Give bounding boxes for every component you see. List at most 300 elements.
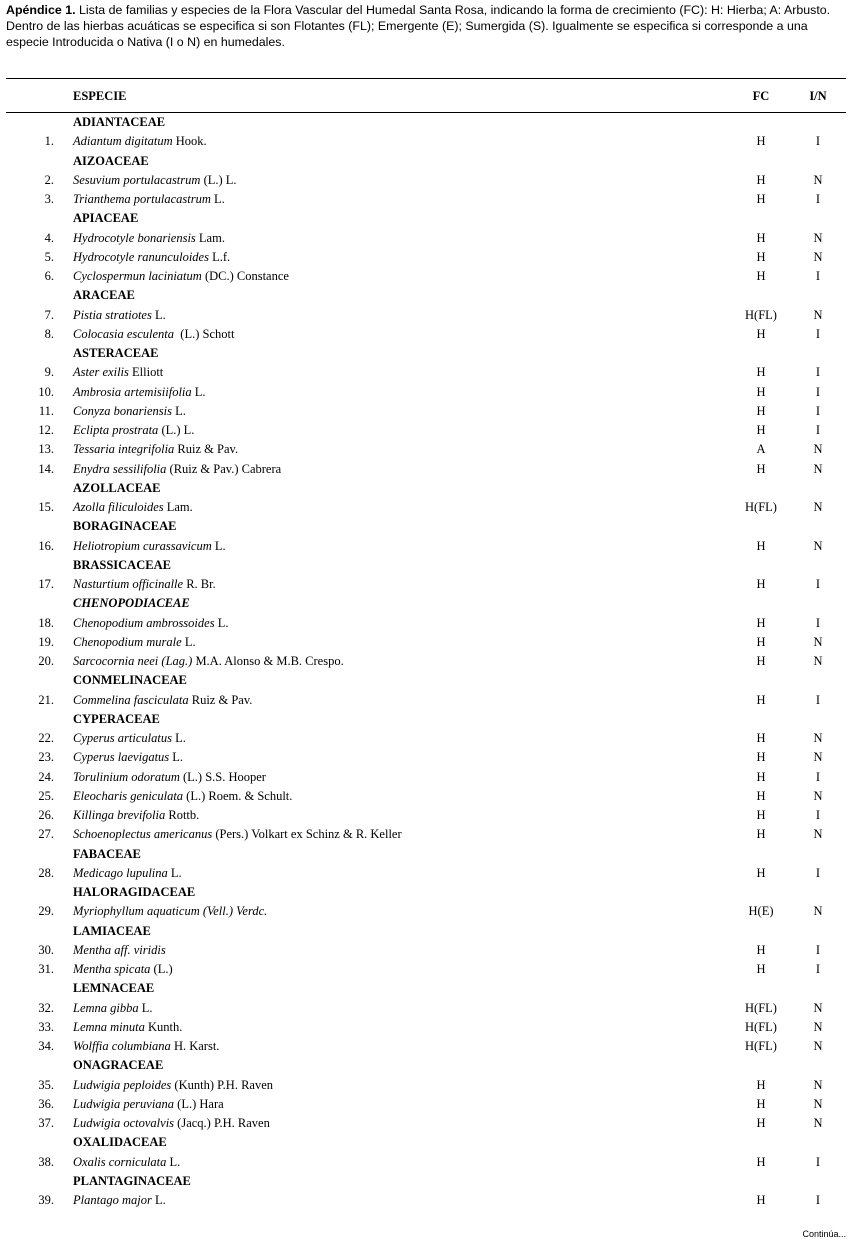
family-row xyxy=(0,845,850,864)
family-row xyxy=(0,1172,850,1191)
species-binomial: Pistia stratiotes xyxy=(73,307,152,322)
in-value: N xyxy=(813,1116,823,1130)
species-number: 3. xyxy=(44,192,54,206)
species-binomial: Chenopodium murale xyxy=(73,634,182,649)
species-binomial: Cyclospermun laciniatum xyxy=(73,269,202,283)
family-row xyxy=(0,594,850,613)
species-name xyxy=(73,575,216,594)
species-name xyxy=(73,1076,273,1095)
family-name: BRASSICACEAE xyxy=(73,557,171,572)
in-value: N xyxy=(813,249,823,264)
species-row xyxy=(0,748,850,767)
fc-value: H xyxy=(756,269,766,283)
in-value: N xyxy=(813,904,823,919)
fc-value: H xyxy=(756,1077,766,1092)
species-authority: L. xyxy=(151,1193,166,1207)
species-number: 21. xyxy=(38,692,54,707)
fc-value: H xyxy=(756,692,766,707)
species-row xyxy=(0,864,850,883)
species-binomial: Cyperus laevigatus xyxy=(73,750,170,765)
species-name xyxy=(73,1191,166,1210)
species-name xyxy=(73,190,225,209)
species-row xyxy=(0,229,850,248)
in-value: N xyxy=(813,827,823,842)
in-value: I xyxy=(815,423,821,437)
species-binomial: Adiantum digitatum xyxy=(73,134,173,149)
table-caption xyxy=(6,2,848,50)
species-binomial: Enydra sessilifolia xyxy=(73,461,167,476)
species-name xyxy=(73,537,226,556)
species-number: 19. xyxy=(38,634,54,649)
fc-value: H(FL) xyxy=(745,307,777,322)
species-row xyxy=(0,537,850,556)
species-authority: L. xyxy=(214,615,229,630)
species-number: 8. xyxy=(44,326,54,341)
species-binomial: Tessaria integrifolia xyxy=(73,442,175,457)
species-authority: (DC.) Constance xyxy=(201,269,289,283)
in-value: N xyxy=(813,1077,823,1092)
fc-value: H xyxy=(756,230,766,245)
species-binomial: Hydrocotyle bonariensis xyxy=(73,230,196,245)
family-name: CHENOPODIACEAE xyxy=(73,596,190,611)
fc-value: H xyxy=(756,731,766,745)
species-row xyxy=(0,363,850,382)
family-name: PLANTAGINACEAE xyxy=(73,1173,191,1188)
in-value: N xyxy=(813,230,823,245)
family-name: BORAGINACEAE xyxy=(73,519,177,534)
species-name xyxy=(73,363,163,382)
species-binomial: Lemna gibba xyxy=(73,1000,139,1015)
family-row xyxy=(0,152,850,171)
species-binomial: Eleocharis geniculata xyxy=(73,788,184,803)
species-number: 35. xyxy=(38,1077,54,1092)
species-binomial: Chenopodium ambrossoides xyxy=(73,615,215,630)
species-binomial: Ludwigia peruviana xyxy=(73,1096,175,1111)
species-authority: L. xyxy=(210,192,225,206)
species-authority: (Kunth) P.H. Raven xyxy=(171,1077,274,1092)
family-row xyxy=(0,979,850,998)
in-value: N xyxy=(813,1096,823,1111)
species-number: 14. xyxy=(38,461,54,476)
in-value: N xyxy=(813,307,823,322)
species-name xyxy=(73,1114,270,1133)
species-number: 9. xyxy=(44,365,54,380)
species-binomial: Schoenoplectus americanus xyxy=(73,827,213,842)
species-binomial: Sesuvium portulacastrum xyxy=(73,172,201,187)
species-name xyxy=(73,999,153,1018)
family-row xyxy=(0,344,850,363)
fc-value: H xyxy=(756,134,766,149)
caption-label: Apéndice 1. xyxy=(6,3,76,17)
species-binomial: Ambrosia artemisiifolia xyxy=(73,384,192,399)
species-row xyxy=(0,825,850,844)
species-authority: Hook. xyxy=(172,134,207,149)
in-value: I xyxy=(815,365,821,380)
family-name: AIZOACEAE xyxy=(73,153,149,168)
fc-value: H xyxy=(756,615,766,630)
species-number: 25. xyxy=(38,788,54,803)
species-name xyxy=(73,806,199,825)
species-name xyxy=(73,768,266,787)
species-row xyxy=(0,306,850,325)
in-value: I xyxy=(815,134,821,149)
fc-value: H xyxy=(756,384,766,399)
fc-value: H xyxy=(756,1116,766,1130)
fc-value: H xyxy=(756,634,766,649)
fc-value: H xyxy=(756,1193,766,1207)
species-row xyxy=(0,325,850,344)
fc-value: H xyxy=(756,365,766,380)
in-value: I xyxy=(815,403,821,418)
species-row xyxy=(0,1153,850,1172)
fc-value: H xyxy=(756,942,766,957)
species-authority: (L.) Schott xyxy=(174,326,235,341)
in-value: I xyxy=(815,615,821,630)
species-name xyxy=(73,652,344,671)
in-value: I xyxy=(815,269,821,283)
fc-value: H(E) xyxy=(748,904,774,919)
family-name: OXALIDACEAE xyxy=(73,1135,167,1150)
fc-value: A xyxy=(756,442,766,457)
species-name xyxy=(73,267,289,286)
fc-value: H(FL) xyxy=(745,1000,777,1015)
species-name xyxy=(73,498,193,517)
species-row xyxy=(0,652,850,671)
in-value: N xyxy=(813,442,823,457)
fc-value: H(FL) xyxy=(745,1019,777,1034)
species-number: 33. xyxy=(38,1019,54,1034)
family-name: ADIANTACEAE xyxy=(73,115,166,129)
species-authority: (L.) xyxy=(150,962,173,976)
family-row xyxy=(0,209,850,228)
family-row xyxy=(0,922,850,941)
species-row xyxy=(0,960,850,979)
family-row xyxy=(0,710,850,729)
species-number: 11. xyxy=(38,403,54,418)
species-name xyxy=(73,1153,180,1172)
family-name: FABACEAE xyxy=(73,846,141,861)
species-name xyxy=(73,633,196,652)
species-name xyxy=(73,941,166,960)
species-authority: Lam. xyxy=(195,230,225,245)
species-authority: (Jacq.) P.H. Raven xyxy=(174,1116,270,1130)
species-authority: L. xyxy=(181,634,196,649)
species-name xyxy=(73,614,228,633)
species-number: 29. xyxy=(38,904,54,919)
family-name: CYPERACEAE xyxy=(73,711,160,726)
species-number: 20. xyxy=(38,654,54,668)
species-row xyxy=(0,941,850,960)
fc-value: H xyxy=(756,461,766,476)
family-name: ASTERACEAE xyxy=(73,346,159,360)
species-row xyxy=(0,132,850,151)
family-row xyxy=(0,286,850,305)
fc-value: H xyxy=(756,326,766,341)
species-authority: R. Br. xyxy=(183,577,216,591)
in-value: N xyxy=(813,634,823,649)
species-row xyxy=(0,440,850,459)
species-row xyxy=(0,1095,850,1114)
family-row xyxy=(0,479,850,498)
species-authority: (L.) S.S. Hooper xyxy=(179,769,266,784)
family-name: CONMELINACEAE xyxy=(73,673,187,688)
in-value: N xyxy=(813,788,823,803)
species-number: 31. xyxy=(38,962,54,976)
fc-value: H xyxy=(756,249,766,264)
species-authority: L. xyxy=(171,731,186,745)
fc-value: H xyxy=(756,750,766,765)
species-name xyxy=(73,440,238,459)
species-authority: Elliott xyxy=(128,365,164,380)
fc-value: H xyxy=(756,423,766,437)
species-row xyxy=(0,498,850,517)
species-binomial: Aster exilis xyxy=(73,365,129,380)
species-binomial: Killinga brevifolia xyxy=(73,808,166,822)
species-number: 5. xyxy=(44,249,54,264)
species-number: 13. xyxy=(38,442,54,457)
species-name xyxy=(73,171,237,190)
species-name xyxy=(73,902,267,921)
species-binomial: Colocasia esculenta xyxy=(73,326,175,341)
species-authority: L.f. xyxy=(208,249,231,264)
family-name: HALORAGIDACEAE xyxy=(73,885,196,899)
species-name xyxy=(73,306,166,325)
column-header-fc-label: FC xyxy=(752,89,770,103)
species-number: 17. xyxy=(38,577,54,591)
species-number: 34. xyxy=(38,1039,54,1053)
species-row xyxy=(0,1114,850,1133)
species-authority: (L.) Hara xyxy=(174,1096,224,1111)
in-value: I xyxy=(815,865,821,880)
species-row xyxy=(0,902,850,921)
species-number: 12. xyxy=(38,423,54,437)
in-value: I xyxy=(815,769,821,784)
in-value: I xyxy=(815,692,821,707)
caption-text: Lista de familias y especies de la Flora Vascular del Humedal Santa Rosa, indicando la forma de crecimiento (FC): H: Hierba; A: Arbusto. Dentro de las hierbas acuáticas se especifica si son Flotantes (FL); Emergente (E); Sumergida (S). Igualmente se especifica si corresponde a una especie Introducida o Nativa (I o N) en humedales. xyxy=(6,3,831,49)
species-row xyxy=(0,614,850,633)
family-name: ONAGRACEAE xyxy=(73,1058,164,1073)
fc-value: H xyxy=(756,1096,766,1111)
in-value: I xyxy=(815,192,821,206)
species-binomial: Mentha aff. viridis xyxy=(73,942,166,957)
in-value: I xyxy=(815,577,821,591)
species-authority: Rottb. xyxy=(165,808,200,822)
species-name xyxy=(73,960,173,979)
species-row xyxy=(0,402,850,421)
species-name xyxy=(73,748,183,767)
species-binomial: Ludwigia octovalvis xyxy=(73,1116,175,1130)
in-value: N xyxy=(813,731,823,745)
species-number: 32. xyxy=(38,1000,54,1015)
species-authority: L. xyxy=(191,384,206,399)
in-value: I xyxy=(815,1154,821,1169)
fc-value: H xyxy=(756,172,766,187)
species-row xyxy=(0,171,850,190)
family-row xyxy=(0,1133,850,1152)
species-binomial: Torulinium odoratum xyxy=(73,769,180,784)
column-header-species: ESPECIE xyxy=(73,89,127,103)
fc-value: H xyxy=(756,788,766,803)
fc-value: H xyxy=(756,808,766,822)
in-value: I xyxy=(815,1193,821,1207)
species-authority: (L.) L. xyxy=(158,423,195,437)
species-table-body xyxy=(0,113,850,1210)
in-value: N xyxy=(813,654,823,668)
in-value: N xyxy=(813,1019,823,1034)
species-name xyxy=(73,402,186,421)
species-binomial: Wolffia columbiana xyxy=(73,1039,171,1053)
fc-value: H xyxy=(756,403,766,418)
species-authority: L. xyxy=(169,750,184,765)
species-authority: (Pers.) Volkart ex Schinz & R. Keller xyxy=(212,827,402,842)
species-row xyxy=(0,1191,850,1210)
species-name xyxy=(73,691,252,710)
fc-value: H(FL) xyxy=(745,500,777,514)
table-top-rule xyxy=(6,78,846,79)
species-row xyxy=(0,460,850,479)
family-row xyxy=(0,556,850,575)
family-row xyxy=(0,1056,850,1075)
species-authority: (L.) L. xyxy=(200,172,237,187)
species-name xyxy=(73,1037,219,1056)
species-row xyxy=(0,729,850,748)
species-binomial: Azolla filiculoides xyxy=(73,500,164,514)
family-row xyxy=(0,517,850,536)
species-number: 37. xyxy=(38,1116,54,1130)
species-name xyxy=(73,132,207,151)
species-number: 4. xyxy=(44,230,54,245)
in-value: N xyxy=(813,750,823,765)
species-row xyxy=(0,806,850,825)
species-authority: Lam. xyxy=(163,500,193,514)
species-authority: Kunth. xyxy=(144,1019,183,1034)
species-row xyxy=(0,421,850,440)
species-name xyxy=(73,248,230,267)
fc-value: H xyxy=(756,538,766,553)
species-binomial: Heliotropium curassavicum xyxy=(73,538,212,553)
species-row xyxy=(0,1076,850,1095)
in-value: I xyxy=(815,326,821,341)
species-binomial: Plantago major xyxy=(73,1193,152,1207)
species-row xyxy=(0,575,850,594)
species-authority: L. xyxy=(171,403,186,418)
species-row xyxy=(0,248,850,267)
fc-value: H xyxy=(756,1154,766,1169)
species-row xyxy=(0,787,850,806)
family-row xyxy=(0,671,850,690)
fc-value: H xyxy=(756,577,766,591)
family-row xyxy=(0,883,850,902)
species-authority: (Ruiz & Pav.) Cabrera xyxy=(166,461,282,476)
species-name xyxy=(73,229,225,248)
species-number: 16. xyxy=(38,538,54,553)
species-authority: (L.) Roem. & Schult. xyxy=(183,788,293,803)
species-row xyxy=(0,1037,850,1056)
species-authority: L. xyxy=(166,1154,181,1169)
species-row xyxy=(0,633,850,652)
species-number: 30. xyxy=(38,942,54,957)
species-binomial: Hydrocotyle ranunculoides xyxy=(73,249,209,264)
in-value: N xyxy=(813,500,823,514)
in-value: N xyxy=(813,461,823,476)
column-header-in-label: I/N xyxy=(809,89,827,103)
species-row xyxy=(0,691,850,710)
species-number: 36. xyxy=(38,1096,54,1111)
species-name xyxy=(73,383,206,402)
species-binomial: Myriophyllum aquaticum (Vell.) Verdc. xyxy=(73,904,268,919)
continues-note: Continúa... xyxy=(802,1229,846,1239)
species-row xyxy=(0,190,850,209)
species-name xyxy=(73,825,402,844)
species-binomial: Nasturtium officinalle xyxy=(73,577,184,591)
family-name: LEMNACEAE xyxy=(73,981,155,996)
species-authority: L. xyxy=(167,865,182,880)
fc-value: H(FL) xyxy=(745,1039,777,1053)
species-row xyxy=(0,1018,850,1037)
family-name: AZOLLACEAE xyxy=(73,480,161,495)
species-name xyxy=(73,421,194,440)
in-value: I xyxy=(815,942,821,957)
species-binomial: Ludwigia peploides xyxy=(73,1077,172,1092)
family-name: APIACEAE xyxy=(73,211,139,226)
species-name xyxy=(73,460,281,479)
species-binomial: Lemna minuta xyxy=(73,1019,145,1034)
family-name: LAMIACEAE xyxy=(73,923,151,938)
species-number: 18. xyxy=(38,615,54,630)
species-number: 26. xyxy=(38,808,54,822)
species-authority: L. xyxy=(211,538,226,553)
species-number: 10. xyxy=(38,384,54,399)
species-number: 22. xyxy=(38,731,54,745)
species-number: 2. xyxy=(44,172,54,187)
in-value: I xyxy=(815,384,821,399)
in-value: N xyxy=(813,172,823,187)
species-binomial: Mentha spicata xyxy=(73,962,151,976)
species-binomial: Sarcocornia neei (Lag.) xyxy=(73,654,193,668)
fc-value: H xyxy=(756,769,766,784)
species-authority: H. Karst. xyxy=(170,1039,220,1053)
species-number: 7. xyxy=(44,307,54,322)
species-number: 39. xyxy=(38,1193,54,1207)
species-name xyxy=(73,1018,182,1037)
species-authority: Ruiz & Pav. xyxy=(188,692,253,707)
species-binomial: Medicago lupulina xyxy=(73,865,168,880)
species-name xyxy=(73,729,186,748)
in-value: N xyxy=(813,1039,823,1053)
species-name xyxy=(73,864,182,883)
species-number: 38. xyxy=(38,1154,54,1169)
in-value: N xyxy=(813,1000,823,1015)
fc-value: H xyxy=(756,654,766,668)
species-authority: L. xyxy=(138,1000,153,1015)
species-binomial: Cyperus articulatus xyxy=(73,731,172,745)
species-authority: M.A. Alonso & M.B. Crespo. xyxy=(192,654,344,668)
fc-value: H xyxy=(756,962,766,976)
species-name xyxy=(73,325,234,344)
in-value: N xyxy=(813,538,823,553)
species-number: 15. xyxy=(38,500,54,514)
family-name: ARACEAE xyxy=(73,288,135,303)
fc-value: H xyxy=(756,827,766,842)
species-binomial: Commelina fasciculata xyxy=(73,692,189,707)
in-value: I xyxy=(815,962,821,976)
species-number: 28. xyxy=(38,865,54,880)
species-row xyxy=(0,267,850,286)
species-number: 23. xyxy=(38,750,54,765)
species-authority: L. xyxy=(151,307,166,322)
species-binomial: Conyza bonariensis xyxy=(73,403,172,418)
species-number: 24. xyxy=(38,769,54,784)
